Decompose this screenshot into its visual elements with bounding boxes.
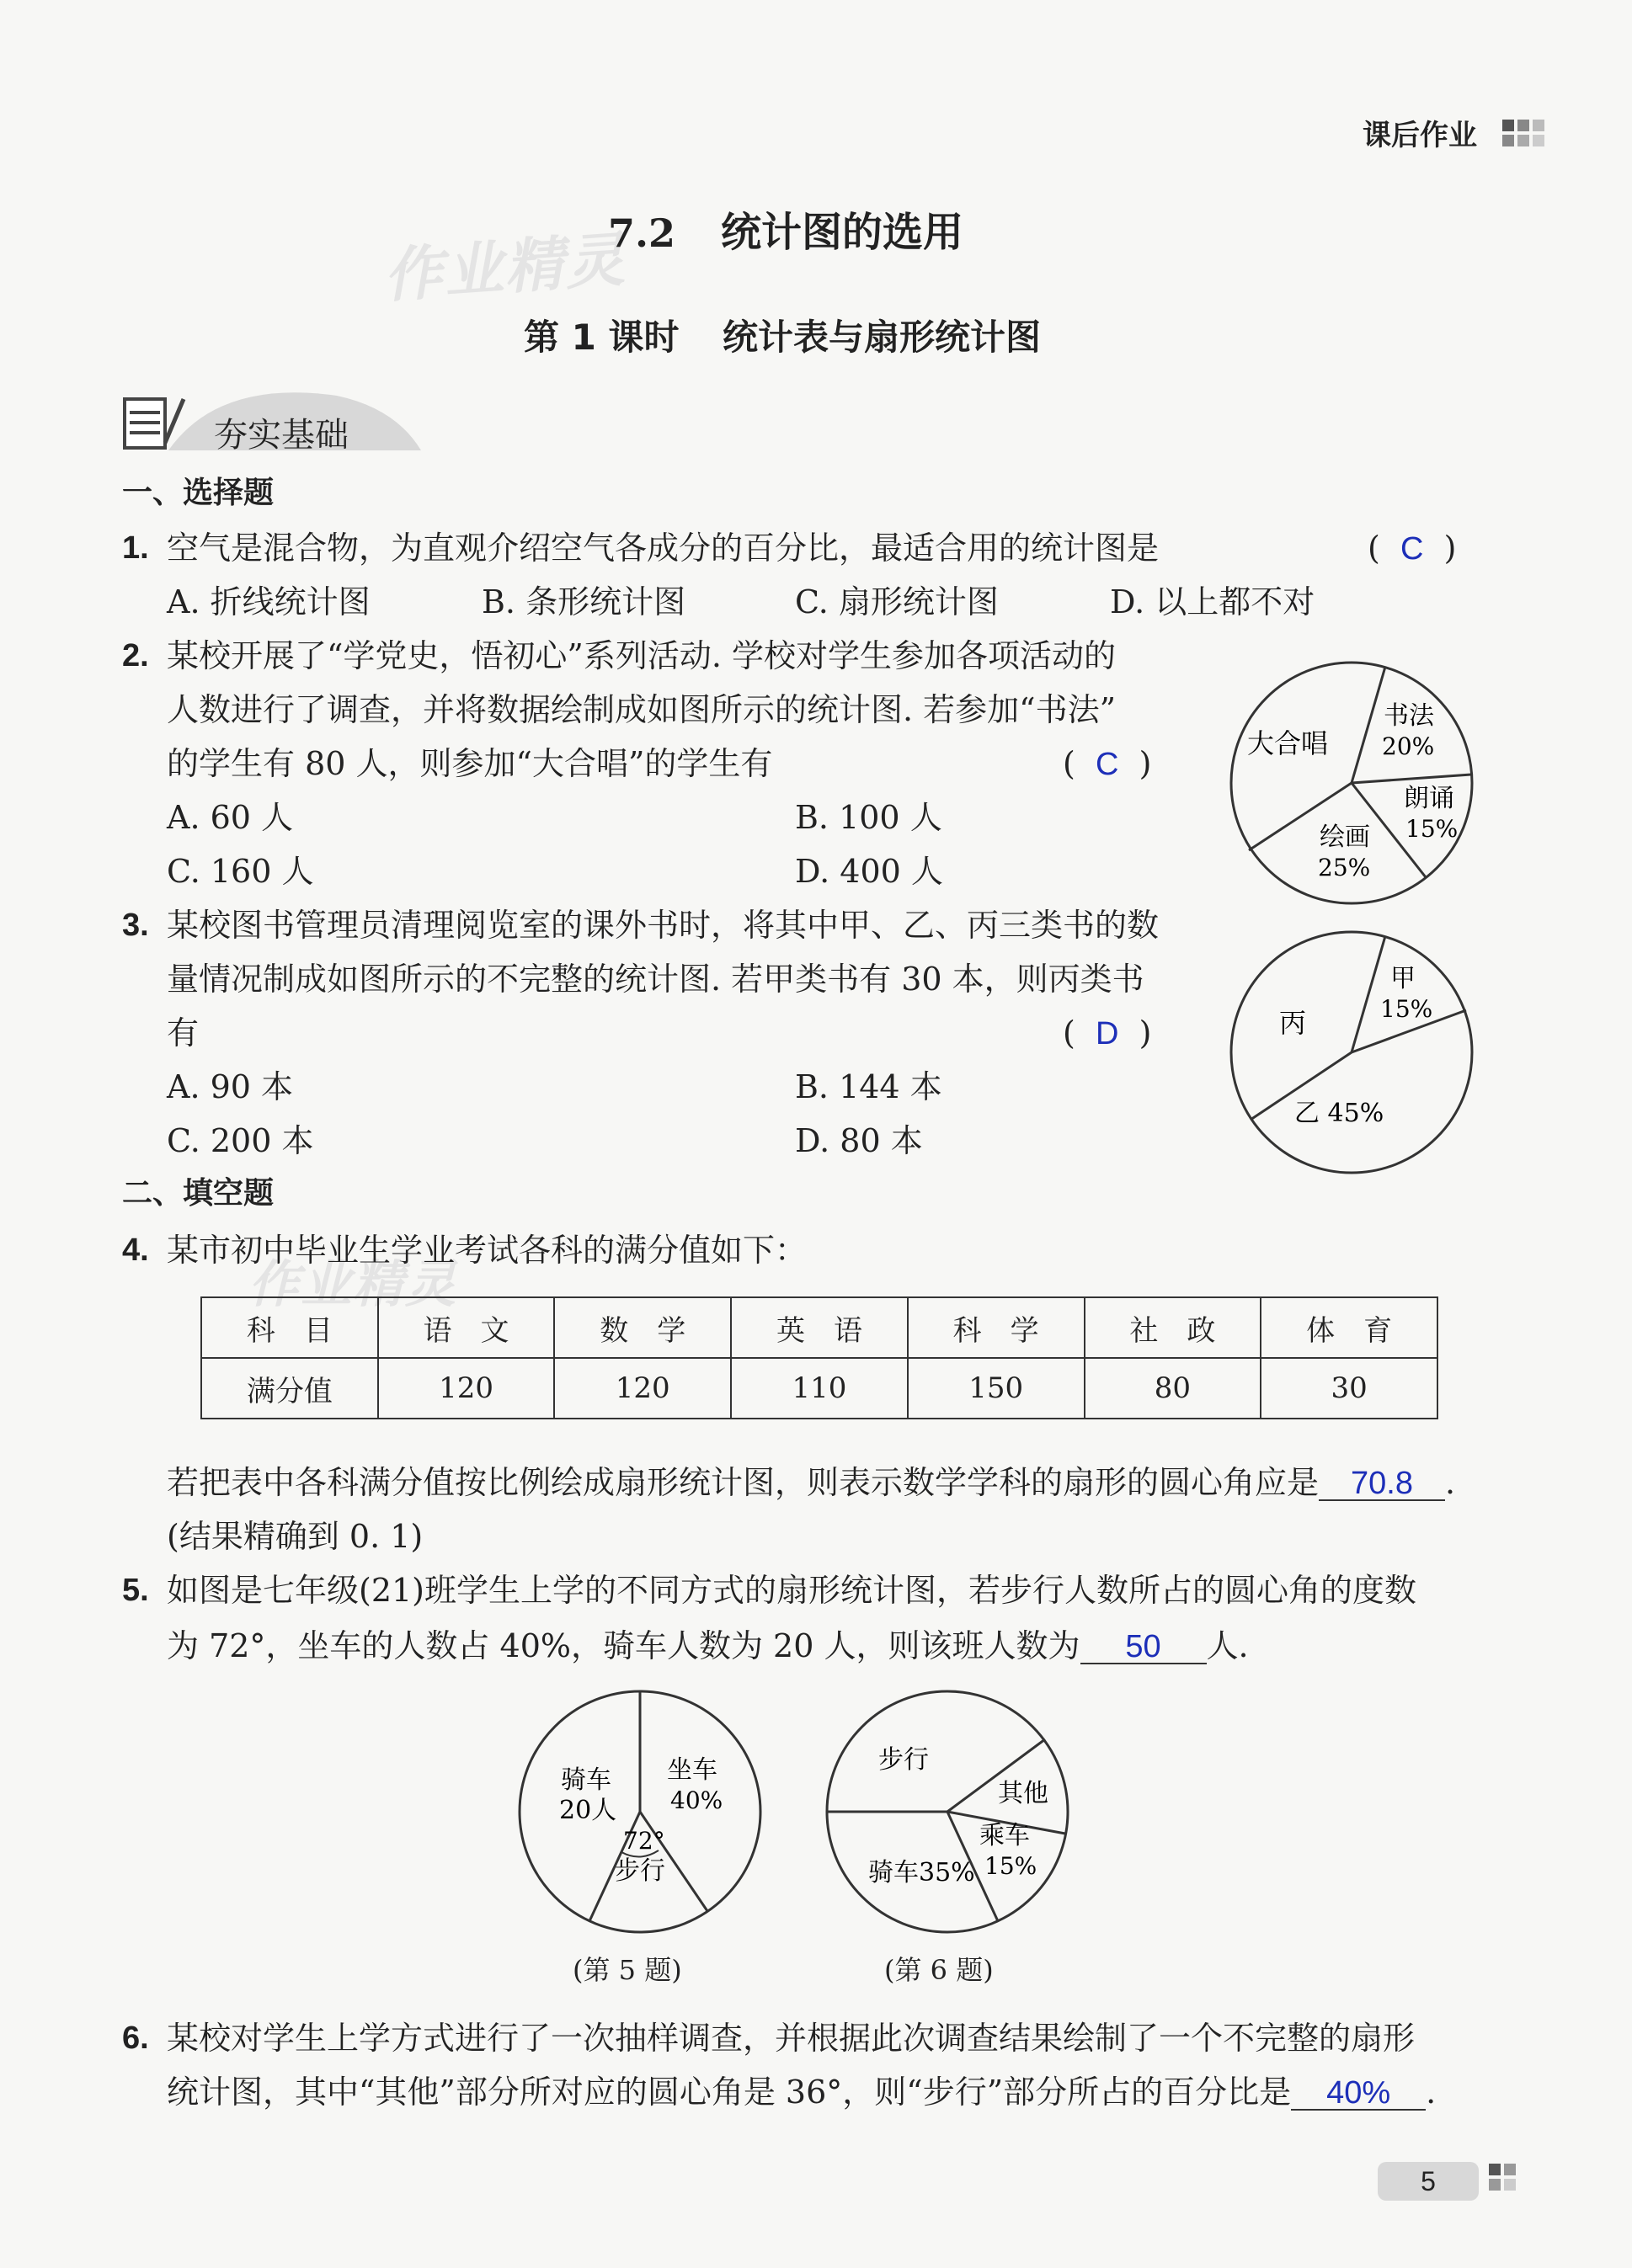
q3-line: 有 bbox=[167, 1014, 200, 1051]
q3-label-jia: 甲 bbox=[1390, 964, 1416, 993]
q1-option-d: D. 以上都不对 bbox=[1110, 583, 1315, 620]
q2-label-shufa: 书法 bbox=[1384, 701, 1434, 731]
q2-line: 的学生有 80 人，则参加“大合唱”的学生有 bbox=[167, 745, 773, 782]
q6-caption: (第 6 题) bbox=[884, 1954, 994, 1986]
q2-line: 某校开展了“学党史，悟初心”系列活动. 学校对学生参加各项活动的 bbox=[167, 637, 1117, 674]
q2-label-shufa-pct: 20% bbox=[1382, 732, 1435, 760]
q5-line1: 如图是七年级(21)班学生上学的不同方式的扇形统计图，若步行人数所占的圆心角的度数 bbox=[167, 1572, 1417, 1609]
q6-answer: 40% bbox=[1326, 2075, 1391, 2111]
q3-label-yi: 乙 45% bbox=[1294, 1099, 1384, 1128]
q1-answer-bracket: ( C ) bbox=[1368, 530, 1457, 567]
q5-label-qiche-n: 20人 bbox=[559, 1796, 617, 1825]
q3-label-bing: 丙 bbox=[1279, 1007, 1307, 1039]
table-cell: 社 政 bbox=[1085, 1297, 1261, 1358]
q6-label-qita: 其他 bbox=[998, 1779, 1048, 1808]
q2-pie-divider bbox=[1352, 775, 1471, 783]
q2-pie-divider bbox=[1352, 667, 1385, 783]
q5-line2 bbox=[167, 1627, 1249, 1664]
table-cell: 数 学 bbox=[554, 1297, 731, 1358]
q1-option-c: C. 扇形统计图 bbox=[795, 583, 999, 620]
q1-option-b: B. 条形统计图 bbox=[482, 583, 686, 620]
table-cell: 语 文 bbox=[378, 1297, 555, 1358]
q1-option-a: A. 折线统计图 bbox=[167, 583, 371, 620]
q4-answer: 70.8 bbox=[1351, 1466, 1413, 1501]
q5-caption: (第 5 题) bbox=[573, 1954, 682, 1986]
table-row bbox=[201, 1358, 1437, 1419]
q3-option-b: B. 144 本 bbox=[795, 1068, 942, 1105]
q2-answer: C bbox=[1095, 747, 1119, 782]
section-number: 7.2 bbox=[608, 210, 676, 256]
score-table bbox=[200, 1296, 1438, 1419]
q5-label-buxing: 步行 bbox=[615, 1856, 665, 1886]
q2-label-huihua-pct: 25% bbox=[1318, 854, 1371, 881]
part2-title: 二、填空题 bbox=[122, 1176, 275, 1211]
q4-note: (结果精确到 0. 1) bbox=[167, 1518, 424, 1555]
q2-label-huihua: 绘画 bbox=[1320, 823, 1370, 852]
q6-label-qiche: 骑车35% bbox=[868, 1858, 975, 1887]
q5-end: 人. bbox=[1206, 1627, 1249, 1664]
table-cell: 满分值 bbox=[201, 1358, 378, 1419]
q4-after bbox=[167, 1464, 1456, 1501]
page-number: 5 bbox=[1421, 2166, 1436, 2196]
q2-pie-chart bbox=[1225, 657, 1478, 909]
q5-answer: 50 bbox=[1125, 1629, 1161, 1664]
table-header-row bbox=[201, 1297, 1437, 1358]
part1-title: 一、选择题 bbox=[122, 476, 275, 510]
q5-line2-text: 为 72°，坐车的人数占 40%，骑车人数为 20 人，则该班人数为 bbox=[167, 1627, 1080, 1664]
section-title: 统计图的选用 bbox=[721, 209, 964, 256]
table-cell: 120 bbox=[554, 1358, 731, 1419]
q6-end: . bbox=[1426, 2074, 1437, 2111]
q6-line2-text: 统计图，其中“其他”部分所对应的圆心角是 36°，则“步行”部分所占的百分比是 bbox=[167, 2074, 1292, 2111]
table-cell: 80 bbox=[1085, 1358, 1261, 1419]
q2-option-b: B. 100 人 bbox=[795, 799, 942, 836]
watermark: 作业精灵 bbox=[381, 224, 628, 311]
q2-option-c: C. 160 人 bbox=[167, 853, 314, 890]
q6-label-chengche: 乘车 bbox=[979, 1821, 1030, 1850]
q3-option-d: D. 80 本 bbox=[795, 1122, 923, 1159]
q5-label-zuoche-pct: 40% bbox=[670, 1786, 723, 1814]
q2-label-langsong: 朗诵 bbox=[1404, 784, 1454, 813]
table-cell: 科 目 bbox=[201, 1297, 378, 1358]
q4-number: 4. bbox=[122, 1232, 149, 1268]
q2-option-a: A. 60 人 bbox=[167, 799, 294, 836]
table-cell: 30 bbox=[1261, 1358, 1437, 1419]
table-cell: 英 语 bbox=[731, 1297, 908, 1358]
q2-label-dahechang: 大合唱 bbox=[1247, 727, 1329, 759]
q4-end: . bbox=[1445, 1464, 1456, 1501]
q6-line2 bbox=[167, 2076, 1436, 2111]
watermark: 作业精灵 bbox=[248, 1255, 457, 1314]
q2-line: 人数进行了调查，并将数据绘制成如图所示的统计图. 若参加“书法” bbox=[167, 691, 1117, 728]
page-number-box bbox=[1378, 2162, 1479, 2201]
table-cell: 体 育 bbox=[1261, 1297, 1437, 1358]
table-cell: 120 bbox=[378, 1358, 555, 1419]
q6-label-buxing: 步行 bbox=[878, 1745, 929, 1775]
q3-line: 量情况制成如图所示的不完整的统计图. 若甲类书有 30 本，则丙类书 bbox=[167, 961, 1144, 998]
q5-pie-chart bbox=[514, 1684, 766, 1945]
q5-label-deg: 72° bbox=[623, 1827, 665, 1855]
header-squares-icon bbox=[1502, 120, 1553, 153]
table-cell: 150 bbox=[908, 1358, 1085, 1419]
q3-option-c: C. 200 本 bbox=[167, 1122, 314, 1159]
header-tag: 课后作业 bbox=[1363, 119, 1477, 152]
table-cell: 110 bbox=[731, 1358, 908, 1419]
q1-text: 空气是混合物，为直观介绍空气各成分的百分比，最适合用的统计图是 bbox=[167, 530, 1160, 567]
q6-label-chengche-pct: 15% bbox=[984, 1852, 1037, 1880]
q3-line: 某校图书管理员清理阅览室的课外书时，将其中甲、乙、丙三类书的数 bbox=[167, 907, 1160, 944]
table-cell: 科 学 bbox=[908, 1297, 1085, 1358]
q5-label-qiche: 骑车 bbox=[561, 1765, 611, 1795]
q2-answer-bracket: ( C ) bbox=[1063, 745, 1152, 782]
q1-number: 1. bbox=[122, 530, 149, 566]
banner-title: 夯实基础 bbox=[214, 416, 349, 455]
q3-answer-bracket: ( D ) bbox=[1063, 1014, 1152, 1051]
q6-line1: 某校对学生上学方式进行了一次抽样调查，并根据此次调查结果绘制了一个不完整的扇形 bbox=[167, 2020, 1416, 2057]
lesson-title: 统计表与扇形统计图 bbox=[723, 317, 1042, 358]
q3-option-a: A. 90 本 bbox=[167, 1068, 294, 1105]
footer-squares-icon bbox=[1489, 2164, 1531, 2202]
q3-pie-divider bbox=[1352, 936, 1385, 1052]
q6-number: 6. bbox=[122, 2020, 149, 2056]
q1-answer: C bbox=[1400, 531, 1424, 567]
q2-option-d: D. 400 人 bbox=[795, 853, 943, 890]
q5-number: 5. bbox=[122, 1573, 149, 1608]
q4-after-text: 若把表中各科满分值按比例绘成扇形统计图，则表示数学学科的扇形的圆心角应是 bbox=[167, 1464, 1320, 1501]
q6-pie-chart bbox=[821, 1684, 1074, 1945]
q5-label-zuoche: 坐车 bbox=[667, 1755, 717, 1785]
q3-label-jia-pct: 15% bbox=[1380, 995, 1433, 1023]
q3-answer: D bbox=[1095, 1016, 1119, 1051]
q3-pie-chart bbox=[1225, 926, 1478, 1179]
q2-label-langsong-pct: 15% bbox=[1405, 815, 1459, 843]
lesson-label: 第 1 课时 bbox=[524, 317, 680, 358]
q4-text: 某市初中毕业生学业考试各科的满分值如下： bbox=[167, 1232, 808, 1269]
q2-number: 2. bbox=[122, 638, 149, 673]
q3-number: 3. bbox=[122, 908, 149, 943]
